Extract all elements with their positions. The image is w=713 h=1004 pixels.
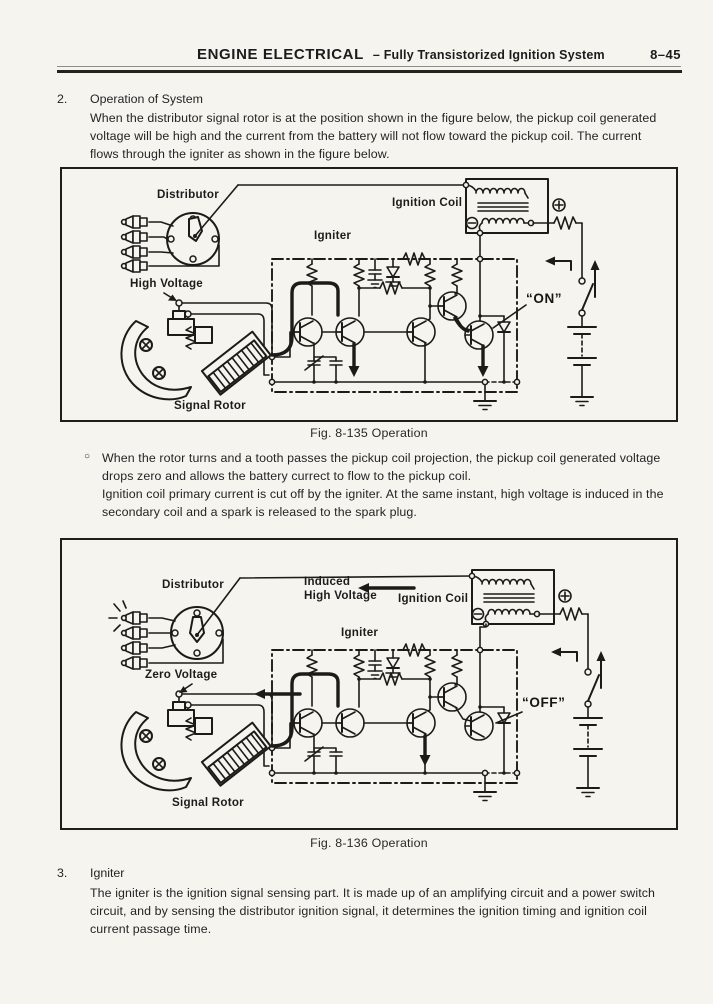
section2-body: When the distributor signal rotor is at the position shown in the figure below, the pickup coil generated voltage will be high and the current from the battery will not flow toward the pickup coil. The current flows through the igniter as shown in the figure below. (90, 111, 657, 162)
igniter (269, 627, 519, 801)
bullet-marker: ○ (84, 451, 91, 462)
label-high-voltage: High Voltage (130, 277, 203, 290)
current-flow-path (272, 283, 489, 377)
label-signal-rotor: Signal Rotor (172, 796, 244, 809)
section3-title: Igniter (90, 866, 125, 880)
header-rule-thin (57, 66, 681, 67)
bullet-line-1: When the rotor turns and a tooth passes the pickup coil projection, the pickup coil generated voltage drops zero and allows the battery currect to flow to the pickup coil. (102, 451, 661, 484)
figure-135-box (60, 167, 678, 422)
label-ignition-coil: Ignition Coil (398, 592, 469, 605)
label-off-state: “OFF” (522, 695, 566, 710)
figure-136-box (60, 538, 678, 830)
section2-title: Operation of System (90, 92, 203, 106)
figure-135-caption: Fig. 8-135 Operation (310, 426, 428, 440)
high-voltage-arrow (164, 293, 177, 301)
circuit-diagram-fig-135 (62, 169, 676, 420)
label-zero-voltage: Zero Voltage (145, 668, 218, 681)
ignition-coil (463, 179, 548, 236)
section2-number: 2. (57, 92, 68, 106)
label-induced-2: High Voltage (304, 589, 377, 602)
label-distributor: Distributor (157, 188, 220, 201)
label-ignition-coil: Ignition Coil (392, 196, 463, 209)
label-igniter: Igniter (314, 229, 352, 242)
circuit-diagram-fig-136 (62, 540, 676, 828)
section3-number: 3. (57, 866, 68, 880)
header-subtitle: – Fully Transistorized Ignition System (372, 48, 605, 62)
page-header (57, 46, 681, 63)
ignition-coil (469, 570, 554, 627)
figure-136-caption: Fig. 8-136 Operation (310, 836, 428, 850)
label-igniter: Igniter (341, 626, 379, 639)
zero-voltage-arrow (179, 684, 192, 693)
header-page-number: 8–45 (650, 47, 681, 62)
switch-battery-column (551, 590, 606, 797)
label-on-state: “ON” (526, 291, 563, 306)
label-induced-1: Induced (304, 575, 351, 588)
label-distributor: Distributor (162, 578, 225, 591)
igniter (269, 236, 519, 410)
label-signal-rotor: Signal Rotor (174, 399, 246, 412)
bullet-line-2: Ignition coil primary current is cut off by the igniter. At the same instant, high voltage is induced in the secondary coil and a spark is released to the spark plug. (102, 487, 664, 520)
header-rule-thick (57, 70, 682, 73)
header-title: ENGINE ELECTRICAL (197, 46, 364, 63)
section3-body: The igniter is the ignition signal sensing part. It is made up of an amplifying circuit and a power switch circuit, and by sensing the distributor ignition signal, it determines the ignition timing and ignition coil current passage time. (90, 886, 656, 937)
